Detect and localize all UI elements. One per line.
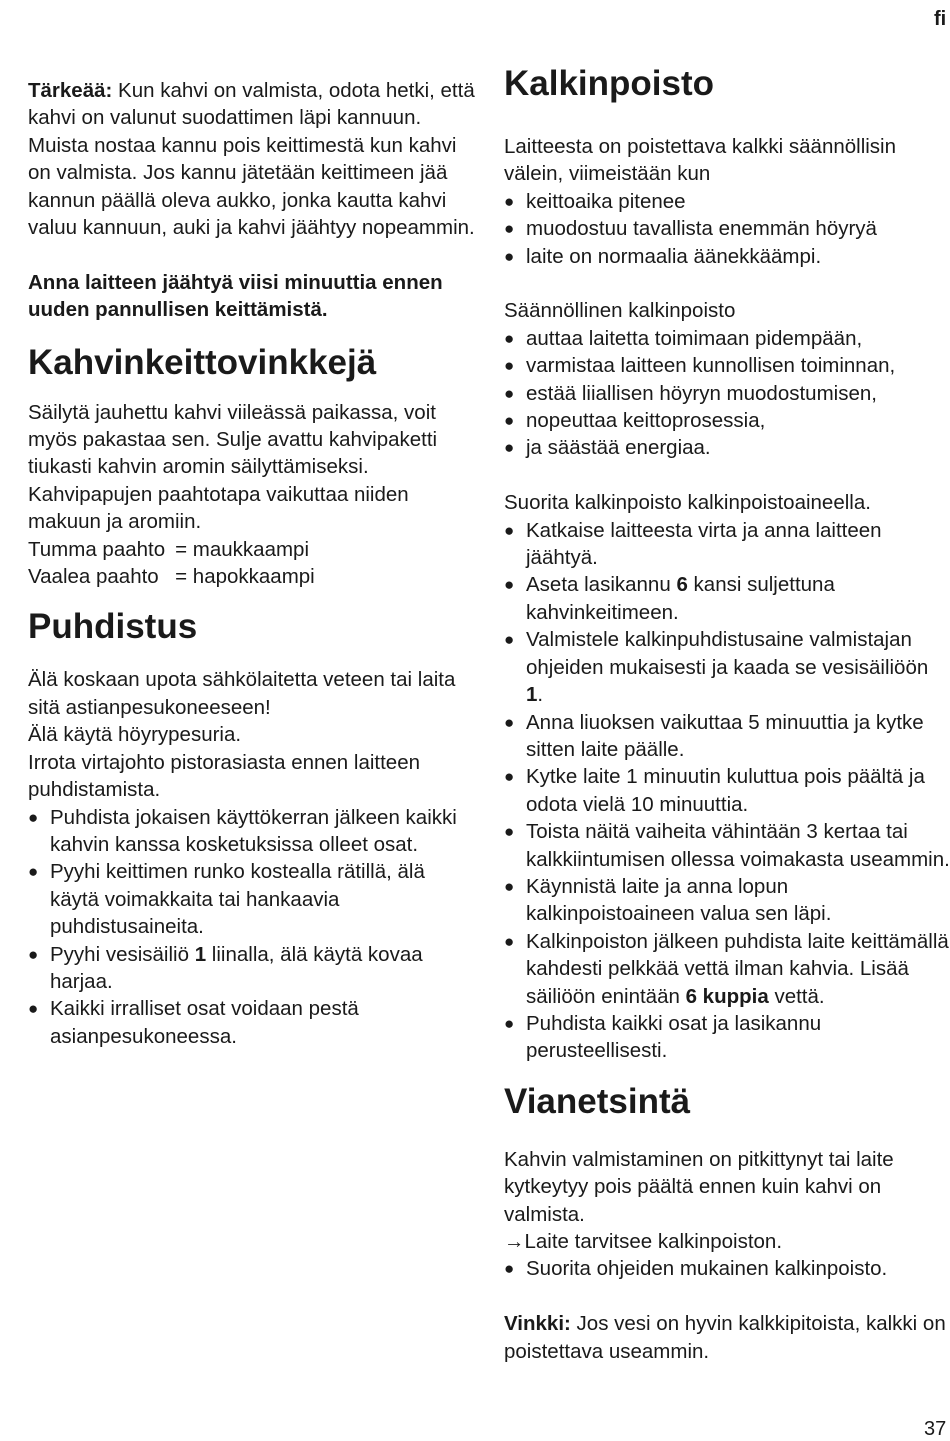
step-text: kansi suljettuna kahvinkeitimeen. bbox=[526, 573, 835, 624]
list-item: ● Suorita ohjeiden mukainen kalkinpoisto. bbox=[504, 1255, 950, 1282]
list-item: ● ja säästää energiaa. bbox=[504, 434, 950, 461]
tips-text: Säilytä jauhettu kahvi viileässä paikassa, voit myös pakastaa sen. Sulje avattu kahvipaketti tiukasti kahvin aromin säilyttämiseksi. Kahvipapujen paahtotapa vaikuttaa niiden makuun ja aromiin. bbox=[28, 400, 438, 534]
list-item: ● auttaa laitetta toimimaan pidempään, bbox=[504, 325, 950, 352]
cleaning-line: Irrota virtajohto pistorasiasta ennen laitteen puhdistamista. bbox=[28, 750, 421, 802]
roast-name: Tumma paahto bbox=[28, 537, 166, 561]
step-text: Valmistele kalkinpuhdistusaine valmistajan ohjeiden mukaisesti ja kaada se vesisäiliöön bbox=[526, 628, 929, 679]
tips-heading: Kahvinkeittovinkkejä bbox=[28, 342, 377, 382]
roast-value: = hapokkaampi bbox=[175, 565, 315, 589]
roast-value: = maukkaampi bbox=[175, 537, 310, 561]
remedy-list bbox=[504, 1255, 950, 1282]
important-label: Tärkeää: bbox=[28, 79, 113, 102]
trouble-heading: Vianetsintä bbox=[504, 1081, 691, 1121]
language-code: fi bbox=[934, 8, 947, 30]
step-item bbox=[504, 626, 950, 708]
cleaning-heading: Puhdistus bbox=[28, 607, 198, 647]
steps-intro: Suorita kalkinpoisto kalkinpoistoaineella. bbox=[504, 491, 871, 515]
left-column bbox=[28, 77, 478, 1050]
trouble-cause bbox=[504, 1228, 950, 1255]
roast-row bbox=[28, 563, 315, 590]
cleaning-list bbox=[28, 804, 478, 1051]
step-item bbox=[504, 928, 950, 1010]
step-item: ● Käynnistä laite ja anna lopun kalkinpoistoaineen valua sen läpi. bbox=[504, 873, 950, 928]
bullet-text: Pyyhi vesisäiliö bbox=[50, 942, 195, 966]
step-item: ● Katkaise laitteesta virta ja anna laitteen jäähtyä. bbox=[504, 517, 950, 572]
cleaning-bullet: ● Kaikki irralliset osat voidaan pestä asianpesukoneessa. bbox=[28, 995, 478, 1050]
cause-text: Laite tarvitsee kalkinpoiston. bbox=[524, 1230, 783, 1253]
tip-paragraph bbox=[504, 1310, 950, 1365]
roast-name: Vaalea paahto bbox=[28, 565, 159, 589]
step-item: ● Anna liuoksen vaikuttaa 5 minuuttia ja kytke sitten laite päälle. bbox=[504, 709, 950, 764]
step-text: vettä. bbox=[768, 984, 825, 1008]
step-item bbox=[504, 571, 950, 626]
part-number: 1 bbox=[194, 942, 207, 966]
step-text: Aseta lasikannu bbox=[526, 573, 677, 597]
right-column bbox=[504, 64, 950, 1365]
step-text: . bbox=[537, 683, 544, 707]
descale-intro: Laitteesta on poistettava kalkki säännöllisin välein, viimeistään kun bbox=[504, 135, 897, 186]
page-number: 37 bbox=[924, 1418, 947, 1440]
list-item: ● muodostuu tavallista enemmän höyryä bbox=[504, 215, 950, 242]
tip-label: Vinkki: bbox=[504, 1312, 571, 1336]
descale-heading: Kalkinpoisto bbox=[504, 64, 715, 103]
regular-intro: Säännöllinen kalkinpoisto bbox=[504, 299, 736, 323]
cleaning-bullet: ● Pyyhi keittimen runko kostealla rätillä, älä käytä voimakkaita tai hankaavia puhdistusaineita. bbox=[28, 858, 478, 940]
cup-amount: 6 kuppia bbox=[685, 984, 769, 1008]
arrow-icon: → bbox=[504, 1230, 525, 1253]
important-text: Kun kahvi on valmista, odota hetki, että kahvi on valunut suodattimen läpi kannuun. Muista nostaa kannu pois keittimestä kun kahvi on valmista. Jos kannu jätetään keittimeen jää kannun päällä oleva aukko, jonka kautta kahvi valuu kannuun, auki ja kahvi jäähtyy nopeammin. bbox=[28, 79, 475, 240]
cleaning-bullet bbox=[28, 941, 478, 996]
list-item: ● laite on normaalia äänekkäämpi. bbox=[504, 243, 950, 270]
tip-text: Jos vesi on hyvin kalkkipitoista, kalkki on poistettava useammin. bbox=[504, 1312, 946, 1363]
step-text: Kalkinpoiston jälkeen puhdista laite keittämällä kahdesti pelkkää vettä ilman kahvia. Lisää säiliöön enintään bbox=[526, 929, 949, 1008]
cooldown-note: Anna laitteen jäähtyä viisi minuuttia ennen uuden pannullisen keittämistä. bbox=[28, 270, 443, 322]
trouble-problem: Kahvin valmistaminen on pitkittynyt tai laite kytkeytyy pois päältä ennen kuin kahvi on valmista. bbox=[504, 1147, 894, 1226]
list-item: ● nopeuttaa keittoprosessia, bbox=[504, 407, 950, 434]
step-item: ● Puhdista kaikki osat ja lasikannu perusteellisesti. bbox=[504, 1010, 950, 1065]
part-number: 1 bbox=[526, 683, 538, 707]
step-item: ● Toista näitä vaiheita vähintään 3 kertaa tai kalkkiintumisen ollessa voimakasta useammin. bbox=[504, 818, 950, 873]
steps-list bbox=[504, 517, 950, 1065]
roast-table bbox=[28, 536, 315, 591]
regular-benefits-list bbox=[504, 325, 950, 462]
bullet-text: liinalla, älä käytä kovaa harjaa. bbox=[50, 942, 423, 993]
list-item: ● varmistaa laitteen kunnollisen toiminnan, bbox=[504, 352, 950, 379]
cleaning-line: Älä käytä höyrypesuria. bbox=[28, 723, 242, 747]
cleaning-line: Älä koskaan upota sähkölaitetta veteen tai laita sitä astianpesukoneeseen! bbox=[28, 668, 456, 719]
list-item: ● keittoaika pitenee bbox=[504, 188, 950, 215]
descale-when-list bbox=[504, 188, 950, 270]
step-item: ● Kytke laite 1 minuutin kuluttua pois päältä ja odota vielä 10 minuuttia. bbox=[504, 763, 950, 818]
list-item: ● estää liiallisen höyryn muodostumisen, bbox=[504, 380, 950, 407]
part-number: 6 bbox=[676, 573, 688, 597]
cleaning-bullet: ● Puhdista jokaisen käyttökerran jälkeen kaikki kahvin kanssa kosketuksissa olleet osat. bbox=[28, 804, 478, 859]
roast-row bbox=[28, 536, 315, 563]
important-paragraph bbox=[28, 77, 478, 241]
